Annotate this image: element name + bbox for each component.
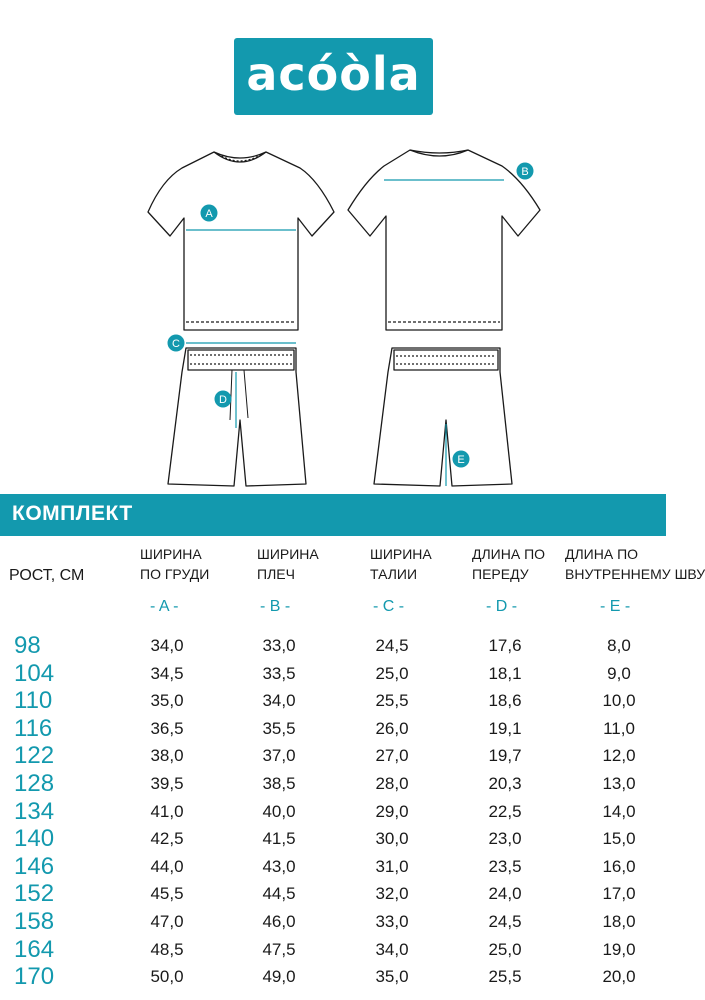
value-cell: 12,0 [602, 746, 636, 766]
value-cell: 19,1 [488, 718, 522, 738]
values-column-d [470, 632, 540, 991]
section-banner [0, 494, 666, 536]
marker-c-label: C [172, 338, 180, 350]
value-cell: 33,0 [262, 636, 296, 655]
marker-d-label: D [219, 394, 227, 406]
value-cell: 47,0 [150, 911, 184, 931]
height-column-header: РОСТ, СМ [9, 567, 85, 584]
value-cell: 33,0 [375, 911, 409, 931]
size-cell: 140 [14, 825, 55, 853]
value-cell: 8,0 [607, 636, 631, 655]
value-cell: 24,0 [488, 884, 522, 904]
column-letter-c: - C - [373, 598, 405, 615]
value-cell: 28,0 [375, 773, 409, 793]
value-cell: 19,7 [488, 746, 522, 766]
size-cell: 158 [14, 907, 55, 935]
value-cell: 25,5 [375, 691, 409, 711]
marker-e-label: E [457, 454, 465, 466]
value-cell: 34,0 [375, 939, 409, 959]
values-column-a [132, 632, 202, 991]
value-cell: 39,5 [150, 773, 184, 793]
value-cell: 33,5 [262, 663, 296, 683]
size-cell: 110 [14, 687, 53, 715]
value-cell: 18,1 [488, 663, 522, 683]
value-cell: 35,0 [375, 967, 409, 987]
column-header-waist: ШИРИНА ТАЛИИ [370, 546, 432, 582]
value-cell: 9,0 [607, 663, 631, 683]
values-column-b [244, 632, 314, 991]
value-cell: 44,5 [262, 884, 296, 904]
value-cell: 42,5 [150, 829, 184, 849]
value-cell: 35,0 [150, 691, 184, 711]
size-cell: 128 [14, 769, 55, 797]
value-cell: 32,0 [375, 884, 409, 904]
column-header-shoulders: ШИРИНА ПЛЕЧ [257, 546, 319, 582]
value-cell: 41,0 [150, 801, 184, 821]
value-cell: 18,0 [602, 911, 636, 931]
size-cell: 164 [14, 935, 55, 963]
column-letter-d: - D - [486, 598, 518, 615]
value-cell: 25,0 [375, 663, 409, 683]
marker-a-label: A [205, 208, 213, 220]
value-cell: 45,5 [150, 884, 184, 904]
size-column [14, 632, 94, 991]
value-cell: 17,0 [602, 884, 636, 904]
value-cell: 48,5 [150, 939, 184, 959]
value-cell: 31,0 [375, 856, 409, 876]
value-cell: 44,0 [150, 856, 184, 876]
size-cell: 104 [14, 659, 55, 687]
value-cell: 34,5 [150, 663, 184, 683]
section-title: КОМПЛЕКТ [12, 502, 133, 525]
value-cell: 20,3 [488, 773, 522, 793]
value-cell: 47,5 [262, 939, 296, 959]
size-cell: 146 [14, 852, 55, 880]
value-cell: 13,0 [602, 773, 636, 793]
values-column-c [357, 632, 427, 991]
value-cell: 41,5 [262, 829, 296, 849]
value-cell: 10,0 [602, 691, 636, 711]
column-letter-e: - E - [600, 598, 631, 615]
value-cell: 11,0 [603, 718, 635, 738]
tshirt-back [348, 150, 540, 330]
value-cell: 18,6 [488, 691, 522, 711]
value-cell: 20,0 [602, 967, 636, 987]
value-cell: 49,0 [262, 967, 296, 987]
value-cell: 35,5 [262, 718, 296, 738]
value-cell: 34,0 [150, 636, 184, 655]
value-cell: 19,0 [602, 939, 636, 959]
value-cell: 30,0 [375, 829, 409, 849]
value-cell: 40,0 [262, 801, 296, 821]
value-cell: 22,5 [488, 801, 522, 821]
value-cell: 46,0 [262, 911, 296, 931]
garment-measurement-diagram [0, 130, 666, 500]
value-cell: 50,0 [150, 967, 184, 987]
value-cell: 37,0 [262, 746, 296, 766]
column-header-chest: ШИРИНА ПО ГРУДИ [140, 546, 210, 582]
size-cell: 122 [14, 742, 55, 770]
value-cell: 38,5 [262, 773, 296, 793]
value-cell: 14,0 [602, 801, 636, 821]
column-letter-b: - B - [260, 598, 291, 615]
value-cell: 17,6 [488, 636, 522, 655]
brand-logo [234, 38, 433, 115]
value-cell: 24,5 [375, 636, 409, 655]
values-column-e [584, 632, 654, 991]
value-cell: 23,0 [488, 829, 522, 849]
size-cell: 134 [14, 797, 55, 825]
column-header-front-length: ДЛИНА ПО ПЕРЕДУ [472, 546, 546, 582]
size-cell: 170 [14, 963, 55, 991]
column-letter-a: - A - [150, 598, 179, 615]
value-cell: 23,5 [488, 856, 522, 876]
size-cell: 116 [14, 714, 53, 742]
value-cell: 27,0 [375, 746, 409, 766]
value-cell: 24,5 [488, 911, 522, 931]
column-header-inseam: ДЛИНА ПО ВНУТРЕННЕМУ ШВУ [565, 546, 705, 582]
value-cell: 15,0 [602, 829, 636, 849]
value-cell: 25,0 [488, 939, 522, 959]
value-cell: 29,0 [375, 801, 409, 821]
value-cell: 25,5 [488, 967, 522, 987]
value-cell: 43,0 [262, 856, 296, 876]
value-cell: 16,0 [602, 856, 636, 876]
size-cell: 152 [14, 880, 55, 908]
tshirt-front [148, 152, 334, 330]
brand-logo-text: acóòla [246, 47, 421, 101]
value-cell: 26,0 [375, 718, 409, 738]
size-cell: 98 [14, 632, 41, 659]
value-cell: 36,5 [150, 718, 184, 738]
value-cell: 34,0 [262, 691, 296, 711]
marker-b-label: B [521, 166, 529, 178]
value-cell: 38,0 [150, 746, 184, 766]
